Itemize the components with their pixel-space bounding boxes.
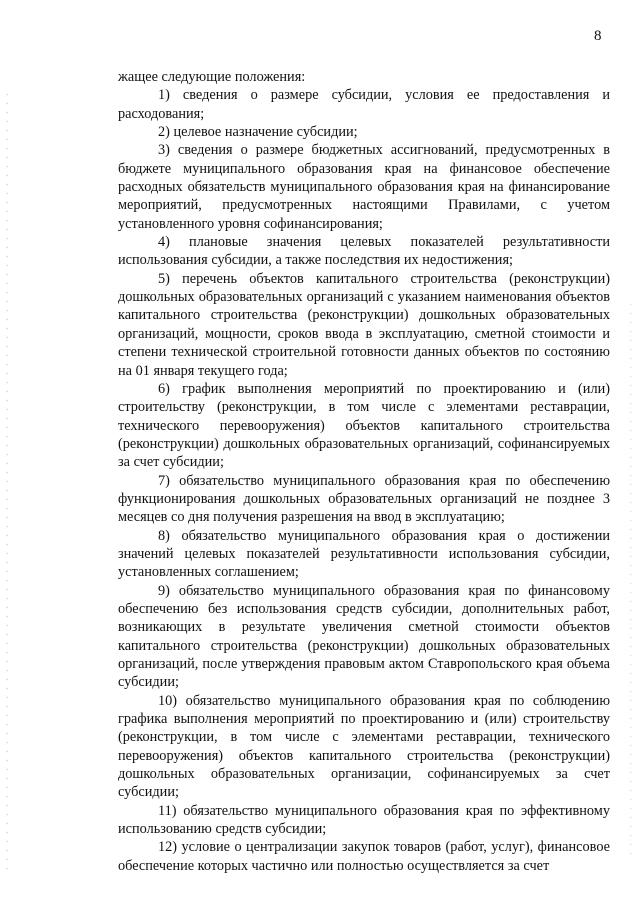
scan-margin-dots-right (630, 300, 632, 860)
paragraph: жащее следующие положения: (118, 69, 306, 85)
paragraph: 8) обязательство муниципального образования края о достижении значений целевых показателей результативности использования субсидии, установленных соглашением; (118, 527, 610, 581)
paragraph: 3) сведения о размере бюджетных ассигнований, предусмотренных в бюджете муниципального образования края на финансовое обеспечение расходных обязательств муниципального образования края на финансирование мероприятий, предусмотренных настоящими Правилами, с учетом установленного уровня софинансирования; (118, 142, 610, 232)
body-text (118, 68, 610, 875)
paragraph: 11) обязательство муниципального образования края по эффективному использованию средств субсидии; (118, 802, 610, 838)
paragraph: 7) обязательство муниципального образования края по обеспечению функционирования дошкольных образовательных организаций не позднее 3 месяцев со дня получения разрешения на ввод в эксплуатацию; (118, 472, 610, 526)
paragraph: 9) обязательство муниципального образования края по финансовому обеспечению без использования средств субсидии, дополнительных работ, возникающих в результате увеличения сметной стоимости объектов капитального строительства (реконструкции) дошкольных образовательных организаций, после утверждения правовым актом Ставропольского края объема субсидии; (118, 582, 610, 691)
paragraph: 2) целевое назначение субсидии; (158, 124, 358, 141)
paragraph: 10) обязательство муниципального образования края по соблюдению графика выполнения мероприятий по проектированию и (или) строительству (реконструкции, в том числе с элементами реставрации, технического перевооружения) объектов капитального строительства (реконструкции) дошкольных образовательных организации, софинансируемых за счет субсидии; (118, 692, 610, 801)
paragraph: 4) плановые значения целевых показателей результативности использования субсидии, а также последствия их недостижения; (118, 234, 610, 269)
page-number: 8 (594, 28, 602, 44)
paragraph: 1) сведения о размере субсидии, условия ее предоставления и расходования; (118, 87, 610, 122)
scan-margin-dots (6, 90, 8, 870)
paragraph: 5) перечень объектов капитального строительства (реконструкции) дошкольных образовательных организаций с указанием наименования объектов капитального строительства (реконструкции) дошкольных образовательных организаций, мощности, сроков ввода в эксплуатацию, сметной стоимости и степени технической строительной готовности данных объектов по состоянию на 01 января текущего года; (118, 270, 610, 379)
paragraph: 12) условие о централизации закупок товаров (работ, услуг), финансовое обеспечение которых частично или полностью осуществляется за счет (118, 839, 610, 874)
paragraph: 6) график выполнения мероприятий по проектированию и (или) строительству (реконструкции, в том числе с элементами реставрации, технического перевооружения) объектов капитального строительства (реконструкции) дошкольных образовательных организаций, софинансируемых за счет субсидии; (118, 380, 610, 471)
